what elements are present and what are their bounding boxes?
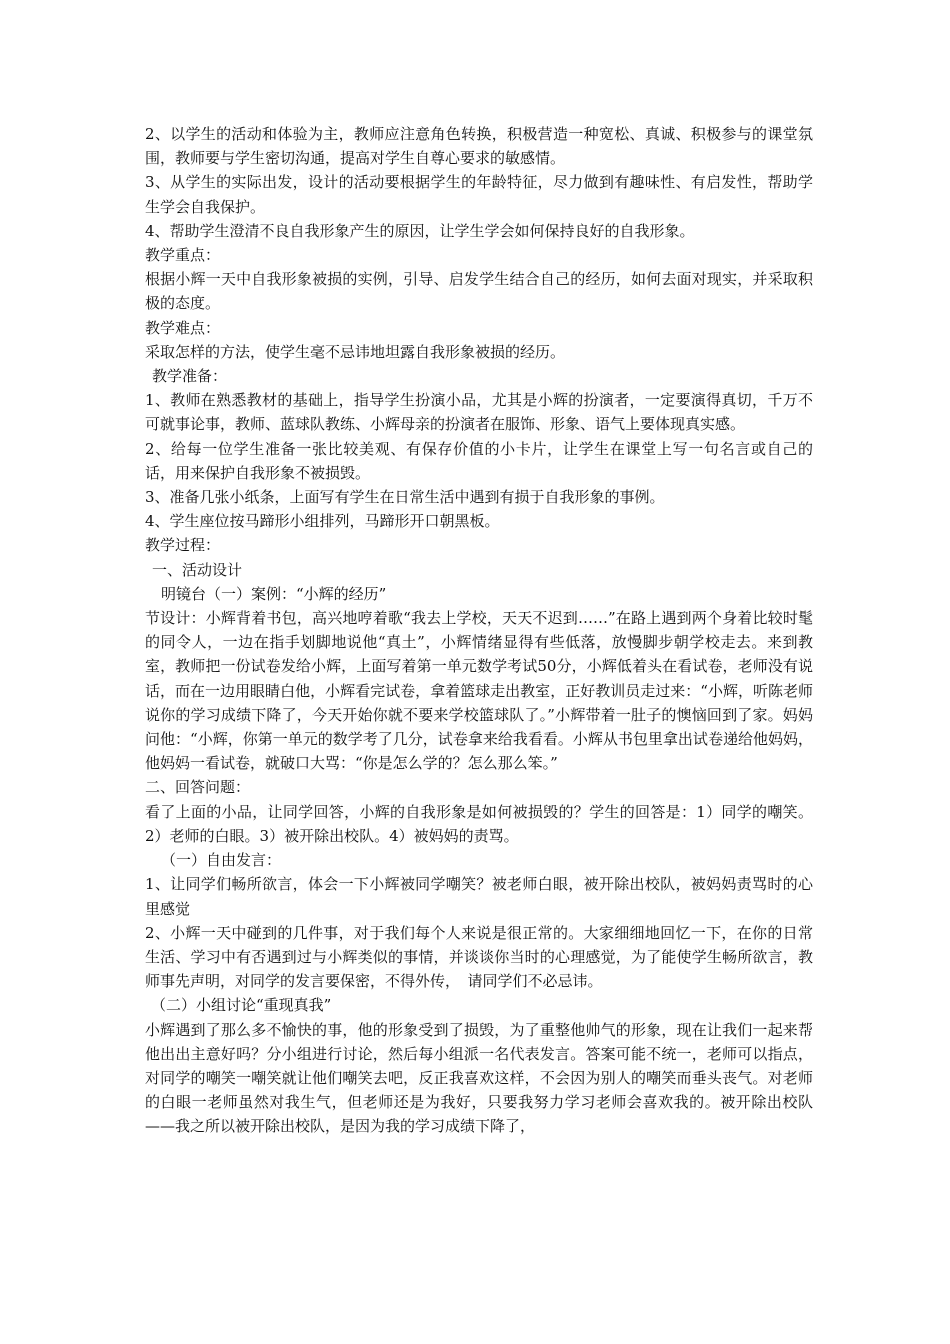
document-paragraph: 小辉遇到了那么多不愉快的事，他的形象受到了损毁，为了重整他帅气的形象，现在让我们一起来帮他出出主意好吗？分小组进行讨论，然后每小组派一名代表发言。答案可能不统一，老师可以指点，对同学的嘲笑一嘲笑就让他们嘲笑去吧，反正我喜欢这样，不会因为别人的嘲笑而垂头丧气。对老师的白眼一老师虽然对我生气，但老师还是为我好，只要我努力学习老师会喜欢我的。被开除出校队——我之所以被开除出校队，是因为我的学习成绩下降了， [145, 1020, 813, 1136]
document-paragraph: 2、小辉一天中碰到的几件事，对于我们每个人来说是很正常的。大家细细地回忆一下，在你的日常生活、学习中有否遇到过与小辉类似的事情，并谈谈你当时的心理感觉，为了能使学生畅所欲言，教师事先声明，对同学的发言要保密，不得外传， 请同学们不必忌讳。 [145, 923, 813, 991]
document-paragraph: 1、教师在熟悉教材的基础上，指导学生扮演小品，尤其是小辉的扮演者，一定要演得真切，千万不可就事论事，教师、蓝球队教练、小辉母亲的扮演者在服饰、形象、语气上要体现真实感。 [145, 391, 813, 434]
document-paragraph: （一）自由发言： [161, 851, 282, 870]
document-body [145, 122, 813, 1139]
document-paragraph: 一、活动设计 [152, 560, 243, 579]
document-paragraph: 教学难点： [145, 318, 221, 337]
document-paragraph: 采取怎样的方法，使学生毫不忌讳地坦露自我形象被损的经历。 [145, 342, 566, 361]
document-paragraph: 4、学生座位按马蹄形小组排列，马蹄形开口朝黑板。 [145, 512, 500, 531]
document-paragraph: 教学准备： [152, 367, 228, 386]
document-paragraph: 明镜台（一）案例：“小辉的经历” [161, 584, 387, 603]
document-paragraph: 3、准备几张小纸条，上面写有学生在日常生活中遇到有损于自我形象的事例。 [145, 488, 665, 507]
document-paragraph: 2、给每一位学生准备一张比较美观、有保存价值的小卡片，让学生在课堂上写一句名言或自己的话，用来保护自我形象不被损毁。 [145, 439, 813, 482]
document-paragraph: 1、让同学们畅所欲言，体会一下小辉被同学嘲笑？被老师白眼，被开除出校队，被妈妈责骂时的心里感觉 [145, 875, 813, 918]
document-paragraph: 4、帮助学生澄清不良自我形象产生的原因，让学生学会如何保持良好的自我形象。 [145, 221, 695, 240]
document-paragraph: 2、以学生的活动和体验为主，教师应注意角色转换，积极营造一种宽松、真诚、积极参与的课堂氛围，教师要与学生密切沟通，提高对学生自尊心要求的敏感情。 [145, 125, 813, 168]
document-paragraph: 教学过程： [145, 536, 221, 555]
document-paragraph: （二）小组讨论“重现真我” [151, 996, 332, 1015]
document-paragraph: 教学重点： [145, 246, 221, 265]
document-paragraph: 节设计：小辉背着书包，高兴地哼着歌“我去上学校，天天不迟到……”在路上遇到两个身着比较时髦的同令人，一边在指手划脚地说他“真土”，小辉情绪显得有些低落，放慢脚步朝学校走去。来到教室，教师把一份试卷发给小辉，上面写着第一单元数学考试50分，小辉低着头在看试卷，老师没有说话，而在一边用眼睛白他，小辉看完试卷，拿着篮球走出教室，正好教训员走过来：“小辉，听陈老师说你的学习成绩下降了，今天开始你就不要来学校篮球队了。”小辉带着一肚子的懊恼回到了家。妈妈问他：“小辉，你第一单元的数学考了几分，试卷拿来给我看看。小辉从书包里拿出试卷递给他妈妈，他妈妈一看试卷，就破口大骂：“你是怎么学的？怎么那么笨。” [145, 609, 813, 773]
document-paragraph: 3、从学生的实际出发，设计的活动要根据学生的年龄特征，尽力做到有趣味性、有启发性，帮助学生学会自我保护。 [145, 173, 813, 216]
document-paragraph: 根据小辉一天中自我形象被损的实例，引导、启发学生结合自己的经历，如何去面对现实，并采取积极的态度。 [145, 270, 813, 313]
document-paragraph: 二、回答问题： [145, 778, 251, 797]
document-paragraph: 看了上面的小品，让同学回答，小辉的自我形象是如何被损毁的？学生的回答是：1）同学的嘲笑。2）老师的白眼。3）被开除出校队。4）被妈妈的责骂。 [145, 802, 813, 845]
